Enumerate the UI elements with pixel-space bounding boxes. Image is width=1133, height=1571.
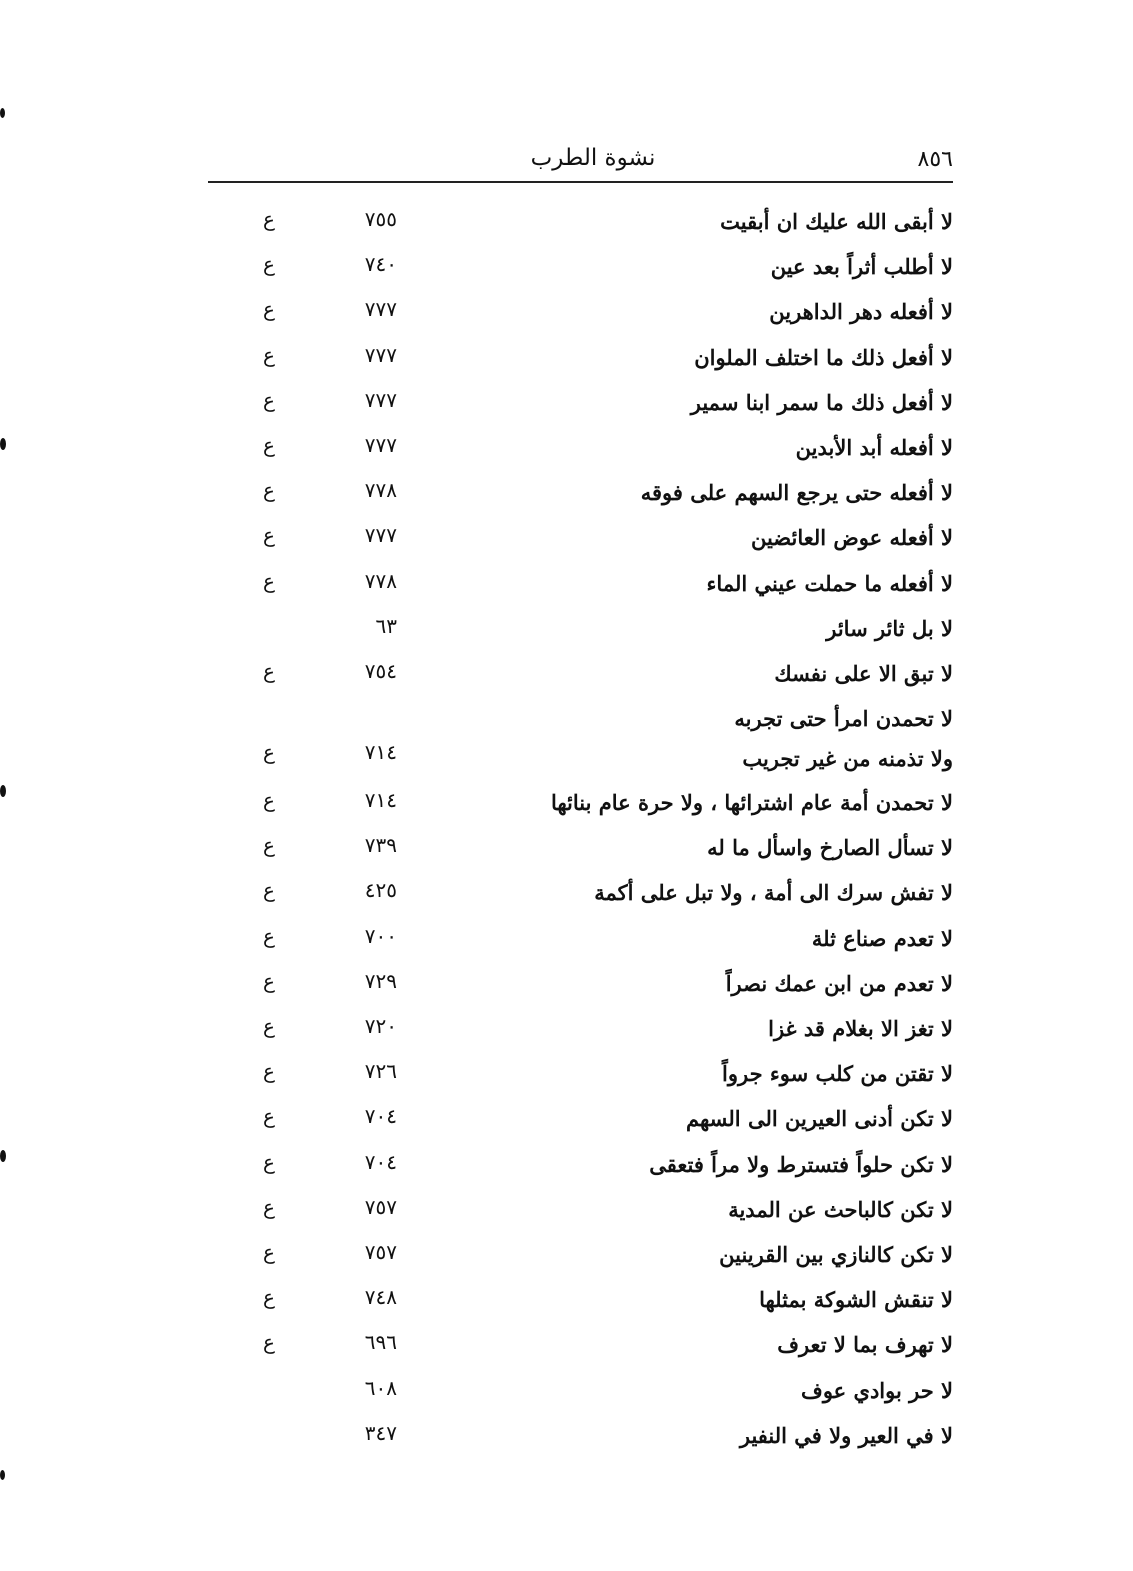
entry-phrase (523, 609, 953, 649)
entry-phrase-line: لا أفعل ذلك ما سمر ابنا سمير (690, 389, 953, 415)
index-entry (0, 1184, 1133, 1229)
entry-phrase-line: لا أفعله عوض العائضين (750, 525, 953, 551)
entry-mark: ع (263, 1239, 275, 1264)
entry-page-number: ٦٠٨ (364, 1375, 397, 1400)
entry-phrase-line: لا أبقى الله عليك ان أبقيت (720, 209, 953, 234)
entry-mark: ع (263, 478, 275, 503)
entry-phrase-line: لا تحمدن امرأ حتى تجربه (734, 706, 953, 732)
entry-phrase (523, 1416, 953, 1456)
entry-phrase-line: لا تقتن من كلب سوء جرواً (722, 1061, 953, 1087)
entry-page-number: ٧٧٧ (364, 342, 397, 367)
entry-phrase-line: لا أطلب أثراً بعد عين (770, 254, 953, 280)
entry-mark: ع (263, 207, 275, 231)
index-entry (0, 958, 1133, 1003)
index-entry (0, 332, 1133, 377)
index-entry (0, 1319, 1133, 1364)
entry-page-number: ٧٧٧ (364, 523, 397, 548)
entry-mark: ع (263, 788, 275, 813)
entry-mark: ع (263, 387, 275, 412)
scan-speck (0, 438, 6, 450)
entry-phrase (523, 1371, 953, 1411)
entry-mark: ع (263, 968, 275, 993)
entry-phrase (523, 654, 953, 694)
entry-phrase-line: لا تكن كالباحث عن المدية (728, 1196, 953, 1222)
entry-phrase (523, 338, 953, 378)
index-entry (0, 512, 1133, 557)
index-entry (0, 241, 1133, 286)
entry-mark: ع (263, 252, 275, 277)
entry-phrase (523, 1325, 953, 1365)
scan-speck (0, 785, 6, 797)
entry-phrase-line: لا تفش سرك الى أمة ، ولا تبل على أكمة (594, 880, 953, 906)
scan-speck (0, 108, 5, 118)
entry-phrase (523, 202, 953, 242)
entry-phrase (523, 247, 953, 287)
entry-mark: ع (263, 740, 275, 765)
entry-phrase-line: ولا تذمنه من غير تجريب (742, 746, 953, 772)
entry-phrase-line: لا تعدم صناع ثلة (811, 925, 953, 951)
entry-phrase-line: لا تغز الا بغلام قد غزا (768, 1016, 953, 1041)
entry-phrase (523, 383, 953, 423)
entry-mark: ع (263, 1149, 275, 1174)
entry-mark: ع (263, 342, 275, 367)
index-entry (0, 1365, 1133, 1410)
entry-page-number: ٧٧٨ (364, 478, 397, 503)
entry-phrase (523, 428, 953, 468)
entry-page-number: ٧١٤ (364, 788, 397, 813)
index-entry (0, 196, 1133, 241)
entry-phrase (523, 783, 953, 823)
entry-phrase (523, 1280, 953, 1320)
entry-mark: ع (263, 878, 275, 903)
entry-phrase-line: لا أفعله حتى يرجع السهم على فوقه (640, 480, 953, 506)
entry-phrase-line: لا تسأل الصارخ واسأل ما له (707, 835, 953, 861)
entry-phrase (523, 919, 953, 959)
index-entry (0, 1093, 1133, 1138)
index-entry (0, 1048, 1133, 1093)
entry-phrase (523, 1145, 953, 1185)
entry-mark: ع (263, 568, 275, 593)
index-entry (0, 867, 1133, 912)
entry-phrase-line: لا تعدم من ابن عمك نصراً (725, 970, 953, 996)
index-entry (0, 1003, 1133, 1048)
scan-speck (0, 1150, 6, 1162)
index-list (0, 196, 1133, 1455)
entry-mark: ع (263, 1330, 275, 1355)
entry-phrase (523, 873, 953, 913)
index-entry (0, 467, 1133, 512)
entry-phrase-line: لا تبق الا على نفسك (774, 660, 953, 686)
entry-page-number: ٤٢٥ (364, 878, 397, 903)
index-entry (0, 648, 1133, 693)
entry-page-number: ٧٥٥ (364, 207, 397, 231)
entry-phrase (523, 1054, 953, 1094)
entry-phrase-line: لا أفعل ذلك ما اختلف الملوان (694, 344, 953, 370)
entry-page-number: ٧٣٩ (364, 833, 397, 858)
index-entry (0, 1139, 1133, 1184)
entry-phrase-line: لا أفعله ما حملت عيني الماء (706, 570, 953, 596)
entry-page-number: ٧٢٠ (364, 1014, 397, 1038)
entry-phrase-line: لا تحمدن أمة عام اشترائها ، ولا حرة عام بنائها (550, 790, 953, 816)
running-title: نشوة الطرب (530, 145, 656, 171)
entry-mark: ع (263, 523, 275, 548)
entry-phrase (523, 292, 953, 332)
entry-phrase (523, 699, 953, 779)
entry-page-number: ٧٠٤ (364, 1104, 397, 1129)
entry-page-number: ٧٢٦ (364, 1059, 397, 1084)
entry-page-number: ٧٧٨ (364, 568, 397, 593)
page-number: ٨٥٦ (917, 147, 953, 172)
entry-mark: ع (263, 833, 275, 858)
entry-mark: ع (263, 1285, 275, 1310)
entry-phrase (523, 964, 953, 1004)
entry-page-number: ٧٤٠ (364, 252, 397, 277)
index-entry (0, 1229, 1133, 1274)
entry-phrase-line: لا بل ثائر سائر (826, 615, 953, 641)
entry-phrase (523, 1190, 953, 1230)
entry-phrase-line: لا تكن حلواً فتسترط ولا مراً فتعقى (649, 1151, 953, 1177)
entry-mark: ع (263, 1059, 275, 1084)
index-entry (0, 913, 1133, 958)
index-entry (0, 777, 1133, 822)
entry-page-number: ٧٧٧ (364, 432, 397, 457)
entry-page-number: ٦٩٦ (364, 1330, 397, 1355)
entry-phrase (523, 564, 953, 604)
index-entry (0, 422, 1133, 467)
entry-mark: ع (263, 923, 275, 948)
index-entry (0, 558, 1133, 603)
entry-phrase-line: لا أفعله دهر الداهرين (769, 299, 953, 325)
index-entry (0, 286, 1133, 331)
entry-mark: ع (263, 1194, 275, 1219)
entry-phrase (523, 1235, 953, 1275)
entry-phrase (523, 518, 953, 558)
entry-page-number: ٧٠٠ (364, 923, 397, 948)
entry-page-number: ٧٥٧ (364, 1239, 397, 1264)
entry-phrase-line: لا تهرف بما لا تعرف (777, 1332, 953, 1358)
entry-page-number: ٧٥٧ (364, 1194, 397, 1219)
entry-mark: ع (263, 297, 275, 322)
entry-phrase-line: لا في العير ولا في النفير (739, 1422, 953, 1448)
index-entry (0, 822, 1133, 867)
entry-phrase (523, 473, 953, 513)
index-entry (0, 1410, 1133, 1455)
entry-phrase (523, 1009, 953, 1049)
entry-page-number: ٧٠٤ (364, 1149, 397, 1174)
entry-phrase-line: لا أفعله أبد الأبدين (795, 434, 953, 460)
entry-phrase (523, 1099, 953, 1139)
entry-phrase-line: لا تكن أدنى العيرين الى السهم (686, 1106, 953, 1132)
page-header (208, 143, 953, 183)
entry-page-number: ٧٢٩ (364, 968, 397, 993)
entry-page-number: ٧١٤ (364, 740, 397, 765)
index-entry (0, 603, 1133, 648)
entry-phrase (523, 828, 953, 868)
index-entry (0, 693, 1133, 777)
entry-phrase-line: لا تنقش الشوكة بمثلها (759, 1287, 953, 1313)
index-entry (0, 1274, 1133, 1319)
entry-page-number: ٧٧٧ (364, 387, 397, 412)
entry-mark: ع (263, 432, 275, 457)
entry-page-number: ٧٥٤ (364, 658, 397, 683)
entry-phrase-line: لا تكن كالنازي بين القرينين (719, 1241, 953, 1267)
index-entry (0, 377, 1133, 422)
entry-phrase-line: لا حر بوادي عوف (801, 1377, 953, 1403)
entry-mark: ع (263, 1104, 275, 1129)
entry-mark: ع (263, 658, 275, 683)
scan-speck (0, 1470, 5, 1480)
entry-page-number: ٣٤٧ (364, 1420, 397, 1445)
entry-page-number: ٦٣ (375, 613, 397, 638)
entry-page-number: ٧٧٧ (364, 297, 397, 322)
entry-page-number: ٧٤٨ (364, 1285, 397, 1310)
entry-mark: ع (263, 1014, 275, 1038)
